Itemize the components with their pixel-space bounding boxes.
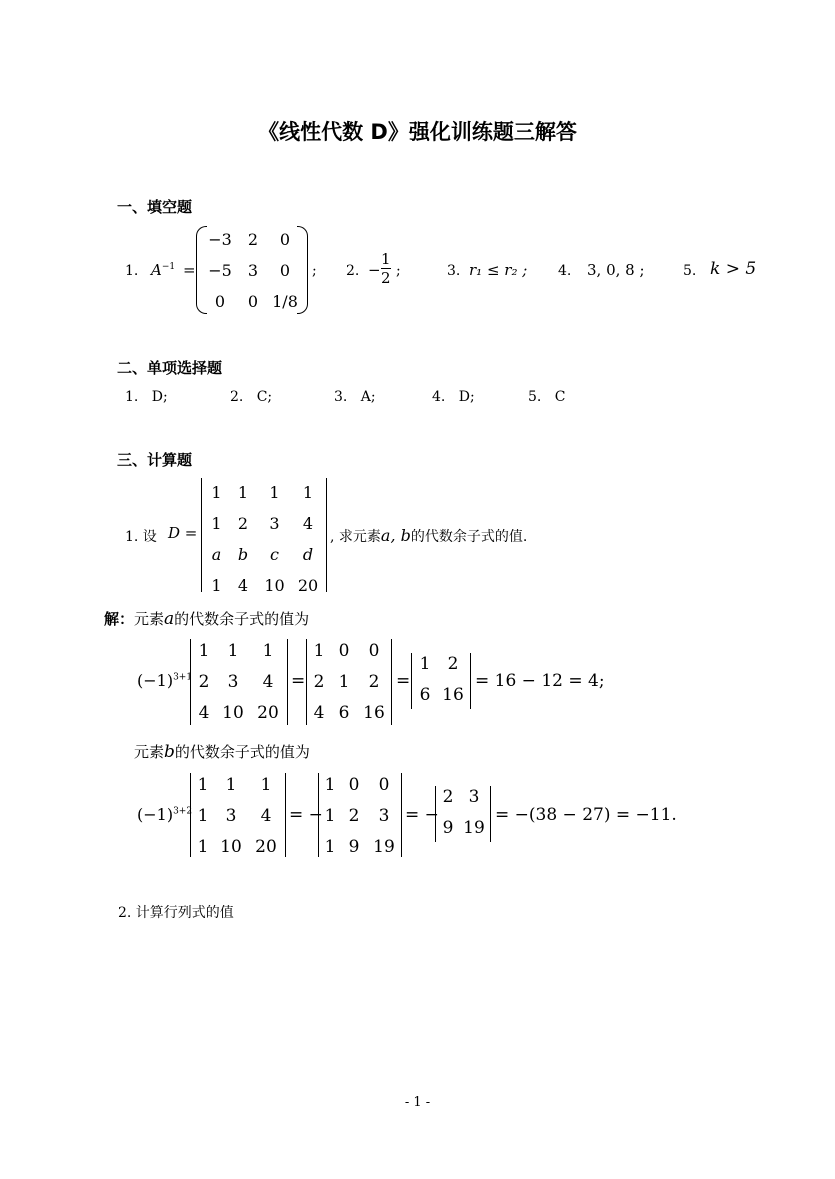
matrix-cell: −5	[208, 261, 232, 280]
equals-sign: =	[291, 671, 306, 691]
det-cell: 4	[237, 576, 249, 595]
a-result: = 16 − 12 = 4;	[475, 671, 605, 691]
det-b-2x2-grid	[437, 782, 489, 844]
matrix-cell: 0	[214, 292, 226, 311]
page-number: - 1 -	[404, 1095, 431, 1110]
det-bar	[470, 653, 471, 709]
det-bar	[287, 639, 288, 725]
choice-answer: C	[554, 389, 566, 405]
det-cell: 1	[211, 483, 222, 502]
det-cell: 0	[368, 641, 380, 661]
det-b-step-grid	[320, 770, 400, 863]
det-cell: 2	[368, 672, 380, 692]
det-cell: 2	[447, 654, 459, 674]
det-cell: 1	[262, 641, 274, 661]
det-cell: 1	[237, 483, 249, 502]
choice-answer: D;	[151, 389, 168, 405]
fraction-denominator: 2	[381, 269, 391, 287]
fill-q4-answer: 3, 0, 8 ;	[587, 261, 645, 279]
section-calc-heading: 三、计算题	[117, 451, 193, 469]
det-a-minor	[190, 639, 288, 725]
det-bar	[190, 639, 191, 725]
fill-q1-eq: =	[183, 261, 196, 279]
solution-b-pre: 元素	[134, 743, 165, 761]
solution-b-var: b	[164, 742, 175, 762]
det-bar	[490, 786, 491, 842]
det-cell: 3	[378, 806, 390, 826]
fill-q3-answer: r₁ ≤ r₂ ;	[469, 261, 528, 279]
det-cell: 4	[302, 514, 314, 533]
calc-q1-suffix	[330, 526, 527, 546]
choice-number: 2.	[230, 389, 244, 405]
det-a-step	[306, 639, 392, 725]
sign-base: (−1)	[137, 805, 174, 824]
det-cell: 6	[338, 703, 350, 723]
det-cell: 1	[324, 775, 336, 795]
det-cell: 1	[260, 775, 272, 795]
det-cell: 20	[257, 703, 279, 723]
calc-q1-suffix-text: , 求元素	[330, 529, 381, 545]
inverse-matrix-grid	[202, 224, 302, 317]
choice-answer: A;	[360, 389, 376, 405]
section-choice-heading: 二、单项选择题	[117, 359, 223, 377]
det-cell: 10	[222, 703, 244, 723]
det-bar	[435, 786, 436, 842]
det-cell: 3	[468, 787, 480, 807]
solution-a-var: a	[164, 609, 175, 629]
det-cell: 1	[269, 483, 280, 502]
det-cell: 2	[442, 787, 454, 807]
det-cell: 16	[442, 685, 464, 705]
det-cell: 3	[269, 514, 280, 533]
det-b-minor	[190, 773, 286, 857]
det-a-minor-grid	[192, 636, 286, 729]
fraction	[381, 250, 391, 287]
solution-a-post: 的代数余子式的值为	[174, 610, 310, 628]
det-cell: 1	[197, 775, 209, 795]
det-cell: 1	[324, 837, 336, 857]
det-cell: 4	[260, 806, 272, 826]
det-bar	[285, 773, 286, 857]
fill-q1-sup: −1	[161, 262, 176, 272]
matrix-cell: 2	[247, 230, 259, 249]
choice-answer: C;	[256, 389, 273, 405]
det-cell: 1	[198, 641, 210, 661]
det-bar	[306, 639, 307, 725]
calc-q1-vars: a, b	[380, 526, 411, 545]
fill-q2-number: 2.	[346, 263, 360, 279]
det-cell: 16	[363, 703, 385, 723]
fill-q2-sign: −	[368, 261, 381, 279]
matrix-cell: 0	[279, 261, 291, 280]
det-cell: 1	[338, 672, 350, 692]
det-cell: 1	[324, 806, 336, 826]
det-cell: 1	[419, 654, 431, 674]
det-a-2x2-grid	[413, 649, 469, 711]
fill-q3-number: 3.	[447, 263, 461, 279]
choice-q1	[125, 389, 168, 405]
calc-q1-prefix: 1. 设	[125, 529, 157, 545]
choice-q4	[432, 389, 475, 405]
det-cell: 0	[378, 775, 390, 795]
matrix-cell: 3	[247, 261, 259, 280]
det-cell: 10	[220, 837, 242, 857]
det-a-2x2	[411, 653, 471, 709]
sign-exponent: 3+2	[173, 806, 193, 817]
choice-number: 1.	[125, 389, 139, 405]
solution-label: 解：	[104, 610, 135, 628]
det-cell: 9	[348, 837, 360, 857]
det-cell: 1	[227, 641, 239, 661]
fraction-numerator: 1	[381, 250, 391, 268]
det-cell: a	[211, 545, 222, 564]
solution-line-a	[104, 608, 309, 629]
choice-q5	[528, 389, 565, 405]
det-cell: 20	[297, 576, 319, 595]
det-bar	[326, 478, 327, 592]
fill-q1-number: 1.	[125, 263, 139, 279]
det-bar	[190, 773, 191, 857]
det-bar	[411, 653, 412, 709]
det-cell: 1	[197, 837, 209, 857]
det-cell: 1	[197, 806, 209, 826]
det-bar	[391, 639, 392, 725]
det-cell: 6	[419, 685, 431, 705]
det-cell: 10	[264, 576, 285, 595]
det-bar	[401, 773, 402, 857]
det-cell: 1	[225, 775, 237, 795]
choice-number: 3.	[334, 389, 348, 405]
det-b-step	[318, 773, 402, 857]
determinant-D	[201, 478, 327, 595]
det-cell: 1	[211, 514, 222, 533]
sign-base: (−1)	[137, 671, 174, 690]
det-cell: 4	[313, 703, 325, 723]
det-cell: 1	[302, 483, 314, 502]
det-cell: 2	[237, 514, 249, 533]
det-b-minor-grid	[192, 770, 284, 863]
det-cell: 0	[338, 641, 350, 661]
det-cell: 9	[442, 818, 454, 838]
equals-sign: =	[396, 671, 411, 691]
choice-number: 4.	[432, 389, 446, 405]
choice-answer: D;	[458, 389, 475, 405]
matrix-cell: 1/8	[272, 292, 298, 311]
det-b-2x2	[435, 786, 491, 842]
det-bar	[201, 478, 202, 592]
matrix-cell: 0	[279, 230, 291, 249]
det-cell: d	[302, 545, 314, 564]
fill-q1-lhs	[151, 261, 175, 279]
fill-q1-var: A	[151, 261, 162, 279]
choice-q2	[230, 389, 272, 405]
det-cell: 4	[262, 672, 274, 692]
b-sign-factor	[137, 805, 192, 824]
det-cell: 2	[348, 806, 360, 826]
det-cell: 2	[198, 672, 210, 692]
det-cell: 1	[211, 576, 222, 595]
det-cell: 20	[255, 837, 277, 857]
matrix-cell: −3	[208, 230, 232, 249]
calc-q2: 2. 计算行列式的值	[118, 905, 234, 921]
determinant-D-grid	[204, 477, 324, 601]
neg-equals-sign: = −	[289, 805, 323, 825]
solution-a-pre: 元素	[134, 610, 165, 628]
a-sign-factor	[137, 671, 192, 690]
fill-q5-number: 5.	[683, 263, 697, 279]
fill-q5-answer: k > 5	[710, 259, 757, 279]
fill-q4-number: 4.	[558, 263, 572, 279]
b-result: = −(38 − 27) = −11.	[495, 805, 677, 825]
calc-q1-tail: 的代数余子式的值.	[410, 529, 528, 545]
det-cell: 1	[313, 641, 325, 661]
det-cell: 3	[225, 806, 237, 826]
det-cell: 3	[227, 672, 239, 692]
neg-equals-sign: = −	[405, 805, 439, 825]
fill-q2-fraction	[381, 250, 391, 287]
det-a-step-grid	[308, 636, 390, 729]
section-fill-blank-heading: 一、填空题	[117, 198, 193, 216]
det-cell: 4	[198, 703, 210, 723]
solution-b-post: 的代数余子式的值为	[174, 743, 310, 761]
det-cell: 19	[463, 818, 485, 838]
fill-q1-end: ;	[312, 263, 317, 279]
document-title: 《线性代数 D》强化训练题三解答	[258, 120, 577, 144]
det-cell: 2	[313, 672, 325, 692]
fill-q2-end: ;	[396, 263, 401, 279]
det-bar	[318, 773, 319, 857]
det-cell: 19	[373, 837, 395, 857]
sign-exponent: 3+1	[173, 672, 193, 683]
solution-line-b	[134, 741, 310, 762]
matrix-cell: 0	[247, 292, 259, 311]
choice-q3	[334, 389, 376, 405]
det-cell: b	[237, 545, 249, 564]
det-cell: 0	[348, 775, 360, 795]
choice-number: 5.	[528, 389, 542, 405]
calc-q1-D: D =	[168, 524, 198, 542]
inverse-matrix	[196, 226, 308, 314]
det-cell: c	[270, 545, 279, 564]
